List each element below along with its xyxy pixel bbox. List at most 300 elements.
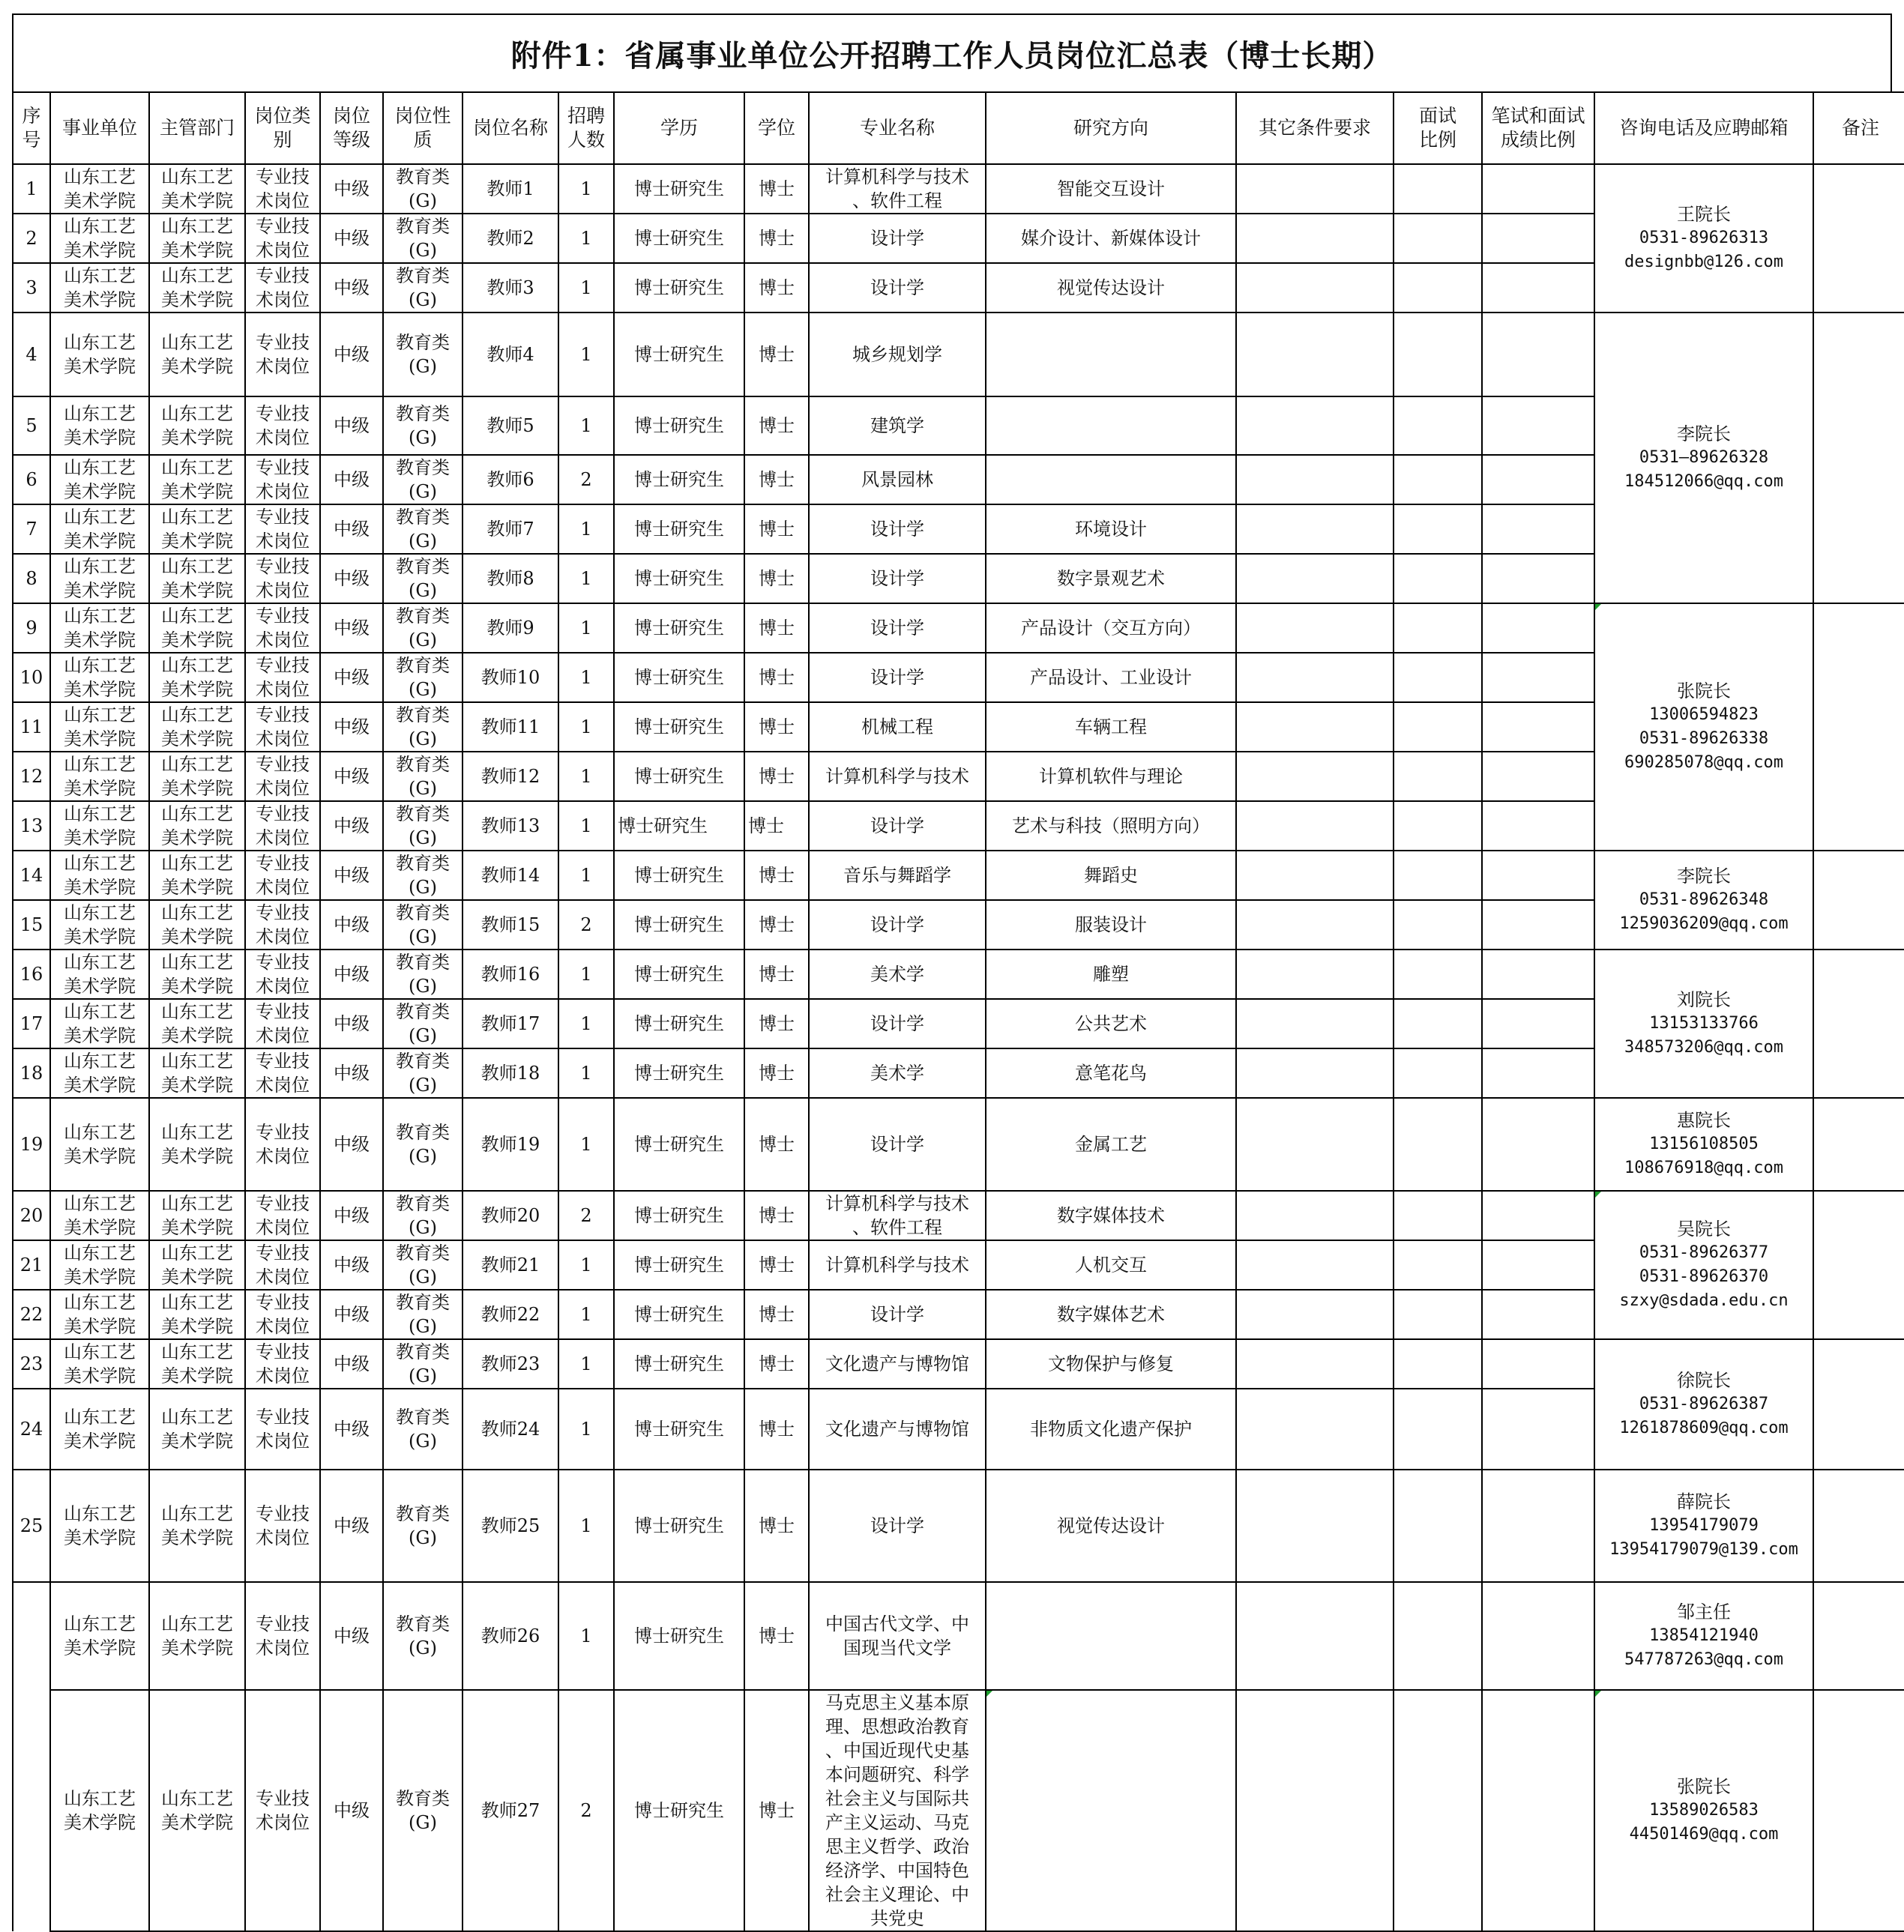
cell-other (1236, 1240, 1394, 1290)
cell-interview-ratio (1394, 396, 1482, 455)
cell-post: 教师5 (463, 396, 558, 455)
cell-other (1236, 1582, 1394, 1690)
cell-post: 教师9 (463, 603, 558, 653)
cell-seq: 10 (13, 653, 50, 702)
cell-unit: 山东工艺 美术学院 (50, 1339, 149, 1389)
cell-major: 设计学 (809, 603, 986, 653)
cell-degree: 博士 (744, 214, 809, 263)
cell-score-ratio (1482, 603, 1594, 653)
cell-post: 教师14 (463, 851, 558, 900)
cell-education: 博士研究生 (614, 396, 744, 455)
cell-count: 1 (558, 950, 614, 999)
cell-category: 专业技 术岗位 (245, 603, 320, 653)
cell-research: 艺术与科技（照明方向） (986, 801, 1236, 851)
cell-degree: 博士 (744, 1690, 809, 1931)
cell-level: 中级 (320, 1389, 383, 1470)
cell-seq: 6 (13, 455, 50, 504)
cell-unit: 山东工艺 美术学院 (50, 455, 149, 504)
contact-email: 44501469@qq.com (1629, 1825, 1779, 1844)
cell-category: 专业技 术岗位 (245, 1339, 320, 1389)
cell-education: 博士研究生 (614, 1582, 744, 1690)
cell-category: 专业技 术岗位 (245, 1290, 320, 1339)
table-row (13, 950, 1904, 999)
cell-level: 中级 (320, 999, 383, 1048)
cell-post: 教师10 (463, 653, 558, 702)
cell-count: 1 (558, 1339, 614, 1389)
cell-interview-ratio (1394, 950, 1482, 999)
cell-post: 教师26 (463, 1582, 558, 1690)
cell-degree: 博士 (744, 603, 809, 653)
cell-level: 中级 (320, 164, 383, 214)
cell-unit: 山东工艺 美术学院 (50, 653, 149, 702)
cell-interview-ratio (1394, 1098, 1482, 1191)
cell-remark (1813, 1470, 1904, 1582)
header-other: 其它条件要求 (1236, 92, 1394, 164)
cell-score-ratio (1482, 900, 1594, 950)
cell-major: 城乡规划学 (809, 313, 986, 396)
cell-dept: 山东工艺 美术学院 (149, 752, 245, 801)
cell-score-ratio (1482, 851, 1594, 900)
table-row (13, 1191, 1904, 1240)
cell-education: 博士研究生 (614, 1389, 744, 1470)
cell-count: 1 (558, 554, 614, 603)
contact-cell (1594, 164, 1813, 313)
cell-other (1236, 999, 1394, 1048)
cell-level: 中级 (320, 900, 383, 950)
cell-research: 金属工艺 (986, 1098, 1236, 1191)
cell-research: 意笔花鸟 (986, 1048, 1236, 1098)
contact-cell (1594, 1098, 1813, 1191)
contact-phone: 0531-89626348 (1639, 890, 1769, 909)
cell-score-ratio (1482, 999, 1594, 1048)
cell-major: 马克思主义基本原 理、思想政治教育 、中国近现代史基 本问题研究、科学 社会主义与国际共 产主义运动、马克 思主义哲学、政治 经济学、中国特色 社会主义理论、中 共党史 (809, 1690, 986, 1931)
cell-post: 教师2 (463, 214, 558, 263)
cell-category: 专业技 术岗位 (245, 1191, 320, 1240)
cell-seq: 17 (13, 999, 50, 1048)
cell-education: 博士研究生 (614, 801, 744, 851)
cell-seq: 16 (13, 950, 50, 999)
cell-category: 专业技 术岗位 (245, 396, 320, 455)
cell-degree: 博士 (744, 702, 809, 752)
table-body (13, 164, 1904, 1931)
cell-dept: 山东工艺 美术学院 (149, 999, 245, 1048)
contact-phone: 0531-89626387 (1639, 1395, 1769, 1413)
cell-education: 博士研究生 (614, 851, 744, 900)
header-education: 学历 (614, 92, 744, 164)
cell-major: 设计学 (809, 653, 986, 702)
contact-phone: 0531-89626370 (1639, 1267, 1769, 1286)
cell-major: 计算机科学与技术 (809, 752, 986, 801)
cell-research: 产品设计、工业设计 (986, 653, 1236, 702)
spreadsheet (12, 13, 1892, 1929)
cell-major: 设计学 (809, 1470, 986, 1582)
cell-remark (1813, 1690, 1904, 1931)
cell-research: 人机交互 (986, 1240, 1236, 1290)
cell-major: 计算机科学与技术 (809, 1240, 986, 1290)
cell-dept: 山东工艺 美术学院 (149, 801, 245, 851)
cell-dept: 山东工艺 美术学院 (149, 455, 245, 504)
cell-dept: 山东工艺 美术学院 (149, 1582, 245, 1690)
positions-table (12, 91, 1904, 1932)
cell-major: 风景园林 (809, 455, 986, 504)
cell-degree: 博士 (744, 1582, 809, 1690)
cell-post: 教师25 (463, 1470, 558, 1582)
cell-category: 专业技 术岗位 (245, 1098, 320, 1191)
cell-category: 专业技 术岗位 (245, 702, 320, 752)
cell-major: 设计学 (809, 214, 986, 263)
cell-level: 中级 (320, 554, 383, 603)
cell-nature: 教育类 (G) (383, 214, 463, 263)
cell-nature: 教育类 (G) (383, 702, 463, 752)
table-row (13, 313, 1904, 396)
cell-major: 设计学 (809, 900, 986, 950)
cell-seq: 13 (13, 801, 50, 851)
cell-post: 教师16 (463, 950, 558, 999)
contact-name: 薛院长 (1677, 1491, 1731, 1512)
contact-phone: 0531-89626338 (1639, 729, 1769, 748)
contact-name: 徐院长 (1677, 1370, 1731, 1391)
cell-other (1236, 554, 1394, 603)
cell-category: 专业技 术岗位 (245, 1470, 320, 1582)
cell-dept: 山东工艺 美术学院 (149, 653, 245, 702)
cell-category: 专业技 术岗位 (245, 313, 320, 396)
cell-dept: 山东工艺 美术学院 (149, 504, 245, 554)
cell-major: 设计学 (809, 1290, 986, 1339)
cell-post: 教师19 (463, 1098, 558, 1191)
cell-score-ratio (1482, 1339, 1594, 1389)
cell-degree: 博士 (744, 1098, 809, 1191)
cell-count: 1 (558, 1098, 614, 1191)
cell-nature: 教育类 (G) (383, 1389, 463, 1470)
contact-cell (1594, 603, 1813, 851)
cell-unit: 山东工艺 美术学院 (50, 1290, 149, 1339)
cell-score-ratio (1482, 1582, 1594, 1690)
cell-unit: 山东工艺 美术学院 (50, 263, 149, 313)
cell-dept: 山东工艺 美术学院 (149, 1191, 245, 1240)
cell-interview-ratio (1394, 603, 1482, 653)
cell-post: 教师6 (463, 455, 558, 504)
cell-research: 文物保护与修复 (986, 1339, 1236, 1389)
contact-phone: 13006594823 (1649, 705, 1759, 724)
contact-email: 1259036209@qq.com (1619, 914, 1789, 933)
cell-major: 设计学 (809, 263, 986, 313)
cell-score-ratio (1482, 554, 1594, 603)
cell-education: 博士研究生 (614, 603, 744, 653)
cell-level: 中级 (320, 950, 383, 999)
header-category: 岗位类 别 (245, 92, 320, 164)
cell-other (1236, 653, 1394, 702)
cell-other (1236, 702, 1394, 752)
contact-email: 184512066@qq.com (1624, 472, 1783, 491)
contact-name: 李院长 (1677, 866, 1731, 887)
cell-education: 博士研究生 (614, 1290, 744, 1339)
cell-count: 1 (558, 603, 614, 653)
cell-unit: 山东工艺 美术学院 (50, 752, 149, 801)
cell-level: 中级 (320, 752, 383, 801)
cell-degree: 博士 (744, 1389, 809, 1470)
cell-score-ratio (1482, 653, 1594, 702)
cell-interview-ratio (1394, 1048, 1482, 1098)
cell-level: 中级 (320, 801, 383, 851)
cell-education: 博士研究生 (614, 999, 744, 1048)
contact-phone: 13153133766 (1649, 1014, 1759, 1033)
cell-other (1236, 1470, 1394, 1582)
cell-major: 中国古代文学、中 国现当代文学 (809, 1582, 986, 1690)
cell-unit: 山东工艺 美术学院 (50, 1470, 149, 1582)
cell-interview-ratio (1394, 1690, 1482, 1931)
table-row (13, 164, 1904, 214)
table-row (13, 603, 1904, 653)
cell-dept: 山东工艺 美术学院 (149, 1470, 245, 1582)
cell-level: 中级 (320, 1582, 383, 1690)
cell-seq: 21 (13, 1240, 50, 1290)
cell-seq (13, 1582, 50, 1690)
cell-other (1236, 214, 1394, 263)
cell-education: 博士研究生 (614, 164, 744, 214)
cell-count: 1 (558, 801, 614, 851)
cell-interview-ratio (1394, 263, 1482, 313)
cell-research: 视觉传达设计 (986, 1470, 1236, 1582)
cell-other (1236, 1389, 1394, 1470)
cell-score-ratio (1482, 1048, 1594, 1098)
cell-level: 中级 (320, 214, 383, 263)
cell-count: 1 (558, 851, 614, 900)
cell-other (1236, 950, 1394, 999)
cell-education: 博士研究生 (614, 653, 744, 702)
cell-seq: 4 (13, 313, 50, 396)
cell-dept: 山东工艺 美术学院 (149, 214, 245, 263)
cell-count: 1 (558, 1389, 614, 1470)
cell-unit: 山东工艺 美术学院 (50, 1098, 149, 1191)
contact-email: 1261878609@qq.com (1619, 1419, 1789, 1437)
cell-education: 博士研究生 (614, 504, 744, 554)
contact-phone: 0531-89626313 (1639, 229, 1769, 247)
cell-major: 设计学 (809, 801, 986, 851)
cell-research: 车辆工程 (986, 702, 1236, 752)
cell-dept: 山东工艺 美术学院 (149, 554, 245, 603)
cell-category: 专业技 术岗位 (245, 214, 320, 263)
cell-research: 计算机软件与理论 (986, 752, 1236, 801)
cell-research (986, 1690, 1236, 1931)
cell-category: 专业技 术岗位 (245, 455, 320, 504)
cell-nature: 教育类 (G) (383, 1098, 463, 1191)
cell-level: 中级 (320, 1690, 383, 1931)
cell-education: 博士研究生 (614, 1048, 744, 1098)
contact-email: 13954179079@139.com (1609, 1540, 1798, 1559)
cell-category: 专业技 术岗位 (245, 752, 320, 801)
cell-research (986, 455, 1236, 504)
contact-phone: 13954179079 (1649, 1516, 1759, 1535)
cell-nature: 教育类 (G) (383, 313, 463, 396)
header-major: 专业名称 (809, 92, 986, 164)
cell-other (1236, 801, 1394, 851)
cell-nature: 教育类 (G) (383, 1048, 463, 1098)
cell-score-ratio (1482, 801, 1594, 851)
cell-seq: 5 (13, 396, 50, 455)
cell-interview-ratio (1394, 752, 1482, 801)
header-seq: 序 号 (13, 92, 50, 164)
cell-category: 专业技 术岗位 (245, 1690, 320, 1931)
cell-level: 中级 (320, 313, 383, 396)
contact-phone: 13589026583 (1649, 1801, 1759, 1820)
cell-degree: 博士 (744, 900, 809, 950)
cell-nature: 教育类 (G) (383, 999, 463, 1048)
cell-unit: 山东工艺 美术学院 (50, 950, 149, 999)
header-count: 招聘 人数 (558, 92, 614, 164)
table-row (13, 1470, 1904, 1582)
cell-education: 博士研究生 (614, 900, 744, 950)
cell-nature: 教育类 (G) (383, 1290, 463, 1339)
cell-seq: 12 (13, 752, 50, 801)
cell-unit: 山东工艺 美术学院 (50, 702, 149, 752)
cell-dept: 山东工艺 美术学院 (149, 1240, 245, 1290)
cell-level: 中级 (320, 455, 383, 504)
cell-dept: 山东工艺 美术学院 (149, 851, 245, 900)
cell-seq: 23 (13, 1339, 50, 1389)
cell-post: 教师18 (463, 1048, 558, 1098)
cell-count: 1 (558, 1290, 614, 1339)
cell-interview-ratio (1394, 1582, 1482, 1690)
cell-major: 音乐与舞蹈学 (809, 851, 986, 900)
cell-seq: 2 (13, 214, 50, 263)
cell-score-ratio (1482, 263, 1594, 313)
cell-remark (1813, 1098, 1904, 1191)
cell-major: 计算机科学与技术 、软件工程 (809, 1191, 986, 1240)
cell-category: 专业技 术岗位 (245, 263, 320, 313)
cell-unit: 山东工艺 美术学院 (50, 164, 149, 214)
header-unit: 事业单位 (50, 92, 149, 164)
cell-count: 1 (558, 263, 614, 313)
cell-research: 服装设计 (986, 900, 1236, 950)
cell-post: 教师27 (463, 1690, 558, 1931)
header-score-ratio: 笔试和面试 成绩比例 (1482, 92, 1594, 164)
cell-research: 雕塑 (986, 950, 1236, 999)
cell-level: 中级 (320, 504, 383, 554)
cell-post: 教师1 (463, 164, 558, 214)
cell-seq: 8 (13, 554, 50, 603)
cell-category: 专业技 术岗位 (245, 851, 320, 900)
cell-score-ratio (1482, 950, 1594, 999)
cell-post: 教师8 (463, 554, 558, 603)
cell-dept: 山东工艺 美术学院 (149, 950, 245, 999)
cell-interview-ratio (1394, 214, 1482, 263)
cell-other (1236, 752, 1394, 801)
cell-nature: 教育类 (G) (383, 396, 463, 455)
cell-interview-ratio (1394, 801, 1482, 851)
cell-research: 数字景观艺术 (986, 554, 1236, 603)
cell-education: 博士研究生 (614, 1191, 744, 1240)
cell-degree: 博士 (744, 554, 809, 603)
cell-count: 1 (558, 1240, 614, 1290)
table-row (13, 1098, 1904, 1191)
cell-seq: 14 (13, 851, 50, 900)
cell-other (1236, 164, 1394, 214)
cell-unit: 山东工艺 美术学院 (50, 1240, 149, 1290)
cell-major: 设计学 (809, 1098, 986, 1191)
cell-seq: 9 (13, 603, 50, 653)
cell-degree: 博士 (744, 752, 809, 801)
header-row (13, 92, 1904, 164)
cell-unit: 山东工艺 美术学院 (50, 1582, 149, 1690)
cell-post: 教师15 (463, 900, 558, 950)
cell-education: 博士研究生 (614, 455, 744, 504)
cell-interview-ratio (1394, 313, 1482, 396)
cell-interview-ratio (1394, 653, 1482, 702)
cell-score-ratio (1482, 1290, 1594, 1339)
cell-count: 1 (558, 214, 614, 263)
cell-unit: 山东工艺 美术学院 (50, 851, 149, 900)
cell-score-ratio (1482, 214, 1594, 263)
cell-seq: 11 (13, 702, 50, 752)
cell-other (1236, 504, 1394, 554)
cell-seq: 3 (13, 263, 50, 313)
contact-phone: 13854121940 (1649, 1626, 1759, 1645)
cell-degree: 博士 (744, 1290, 809, 1339)
header-dept: 主管部门 (149, 92, 245, 164)
cell-degree: 博士 (744, 999, 809, 1048)
cell-level: 中级 (320, 851, 383, 900)
cell-dept: 山东工艺 美术学院 (149, 1098, 245, 1191)
cell-category: 专业技 术岗位 (245, 1582, 320, 1690)
cell-degree: 博士 (744, 263, 809, 313)
cell-major: 文化遗产与博物馆 (809, 1339, 986, 1389)
cell-remark (1813, 603, 1904, 851)
contact-email: designbb@126.com (1624, 253, 1783, 271)
cell-remark (1813, 1191, 1904, 1339)
cell-interview-ratio (1394, 702, 1482, 752)
cell-degree: 博士 (744, 396, 809, 455)
contact-email: 547787263@qq.com (1624, 1650, 1783, 1669)
cell-nature: 教育类 (G) (383, 504, 463, 554)
cell-degree: 博士 (744, 313, 809, 396)
cell-post: 教师3 (463, 263, 558, 313)
cell-interview-ratio (1394, 164, 1482, 214)
contact-email: 690285078@qq.com (1624, 753, 1783, 772)
contact-cell (1594, 313, 1813, 603)
cell-level: 中级 (320, 1290, 383, 1339)
cell-level: 中级 (320, 1191, 383, 1240)
cell-seq: 1 (13, 164, 50, 214)
cell-other (1236, 1191, 1394, 1240)
cell-education: 博士研究生 (614, 313, 744, 396)
cell-remark (1813, 313, 1904, 603)
cell-level: 中级 (320, 396, 383, 455)
cell-degree: 博士 (744, 1048, 809, 1098)
cell-post: 教师20 (463, 1191, 558, 1240)
cell-nature: 教育类 (G) (383, 1690, 463, 1931)
cell-other (1236, 1048, 1394, 1098)
cell-dept: 山东工艺 美术学院 (149, 1048, 245, 1098)
cell-score-ratio (1482, 1191, 1594, 1240)
cell-other (1236, 900, 1394, 950)
cell-dept: 山东工艺 美术学院 (149, 1690, 245, 1931)
cell-degree: 博士 (744, 801, 809, 851)
cell-research: 产品设计（交互方向） (986, 603, 1236, 653)
cell-score-ratio (1482, 504, 1594, 554)
cell-nature: 教育类 (G) (383, 455, 463, 504)
cell-seq: 24 (13, 1389, 50, 1470)
cell-degree: 博士 (744, 851, 809, 900)
cell-unit: 山东工艺 美术学院 (50, 801, 149, 851)
cell-other (1236, 1290, 1394, 1339)
header-interview-ratio: 面试 比例 (1394, 92, 1482, 164)
cell-nature: 教育类 (G) (383, 1582, 463, 1690)
cell-unit: 山东工艺 美术学院 (50, 900, 149, 950)
cell-other (1236, 851, 1394, 900)
cell-unit: 山东工艺 美术学院 (50, 214, 149, 263)
cell-interview-ratio (1394, 455, 1482, 504)
cell-research: 数字媒体技术 (986, 1191, 1236, 1240)
